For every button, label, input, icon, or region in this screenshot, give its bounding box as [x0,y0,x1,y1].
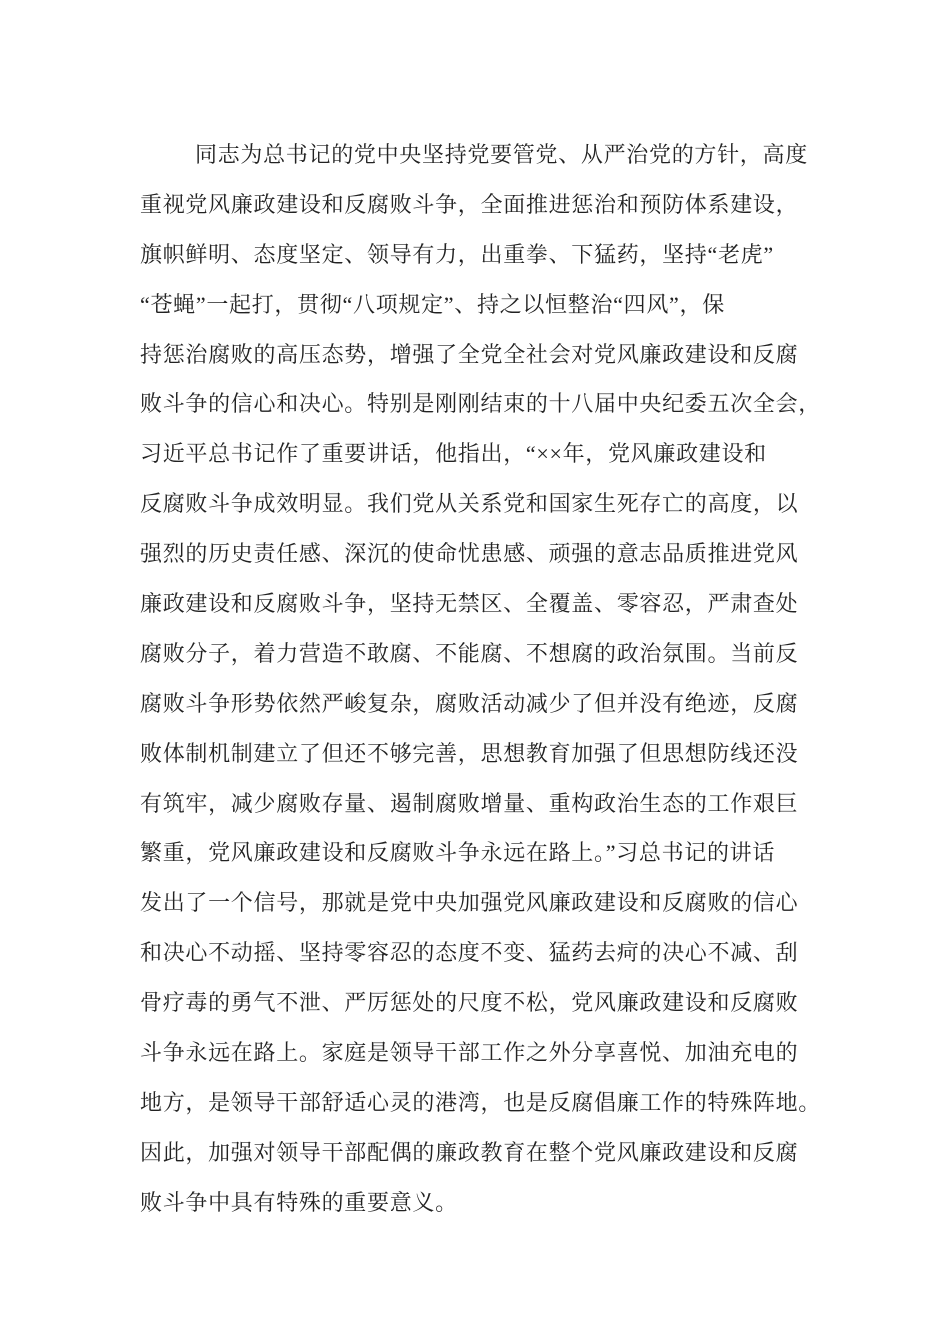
paragraph-line: 习近平总书记作了重要讲话，他指出，“××年，党风廉政建设和 [140,441,767,467]
paragraph-line: 发出了一个信号，那就是党中央加强党风廉政建设和反腐败的信心 [140,890,799,916]
paragraph-line: 和决心不动摇、坚持零容忍的态度不变、猛药去疴的决心不减、刮 [140,940,799,966]
paragraph-line: 斗争永远在路上。家庭是领导干部工作之外分享喜悦、加油充电的 [140,1040,799,1066]
paragraph-line: 败体制机制建立了但还不够完善，思想教育加强了但思想防线还没 [140,740,799,766]
paragraph-line: 腐败分子，着力营造不敢腐、不能腐、不想腐的政治氛围。当前反 [140,640,799,666]
paragraph-line: 同志为总书记的党中央坚持党要管党、从严治党的方针，高度 [195,142,808,167]
paragraph-line: 繁重，党风廉政建设和反腐败斗争永远在路上。”习总书记的讲话 [140,840,776,866]
paragraph-line: 腐败斗争形势依然严峻复杂，腐败活动减少了但并没有绝迹，反腐 [140,690,799,716]
paragraph-line: 廉政建设和反腐败斗争，坚持无禁区、全覆盖、零容忍，严肃查处 [140,591,799,617]
paragraph-line: 有筑牢，减少腐败存量、遏制腐败增量、重构政治生态的工作艰巨 [140,790,799,816]
paragraph-line: 旗帜鲜明、态度坚定、领导有力，出重拳、下猛药，坚持“老虎” [140,241,774,267]
paragraph-line: 败斗争中具有特殊的重要意义。 [140,1189,458,1215]
paragraph-line: 持惩治腐败的高压态势，增强了全党全社会对党风廉政建设和反腐 [140,341,799,367]
paragraph-line: 因此，加强对领导干部配偶的廉政教育在整个党风廉政建设和反腐 [140,1139,799,1165]
paragraph-line: 强烈的历史责任感、深沉的使命忧患感、顽强的意志品质推进党风 [140,541,799,567]
paragraph-line: 反腐败斗争成效明显。我们党从关系党和国家生死存亡的高度，以 [140,491,799,517]
paragraph-line: “苍蝇”一起打，贯彻“八项规定”、持之以恒整治“四风”，保 [140,291,725,317]
paragraph-line: 败斗争的信心和决心。特别是刚刚结束的十八届中央纪委五次全会， [140,391,822,417]
paragraph-line: 地方，是领导干部舒适心灵的港湾，也是反腐倡廉工作的特殊阵地。 [140,1089,822,1115]
body-paragraph [140,130,822,1228]
paragraph-line: 骨疗毒的勇气不泄、严厉惩处的尺度不松，党风廉政建设和反腐败 [140,990,799,1016]
paragraph-line: 重视党风廉政建设和反腐败斗争，全面推进惩治和预防体系建设， [140,191,799,217]
